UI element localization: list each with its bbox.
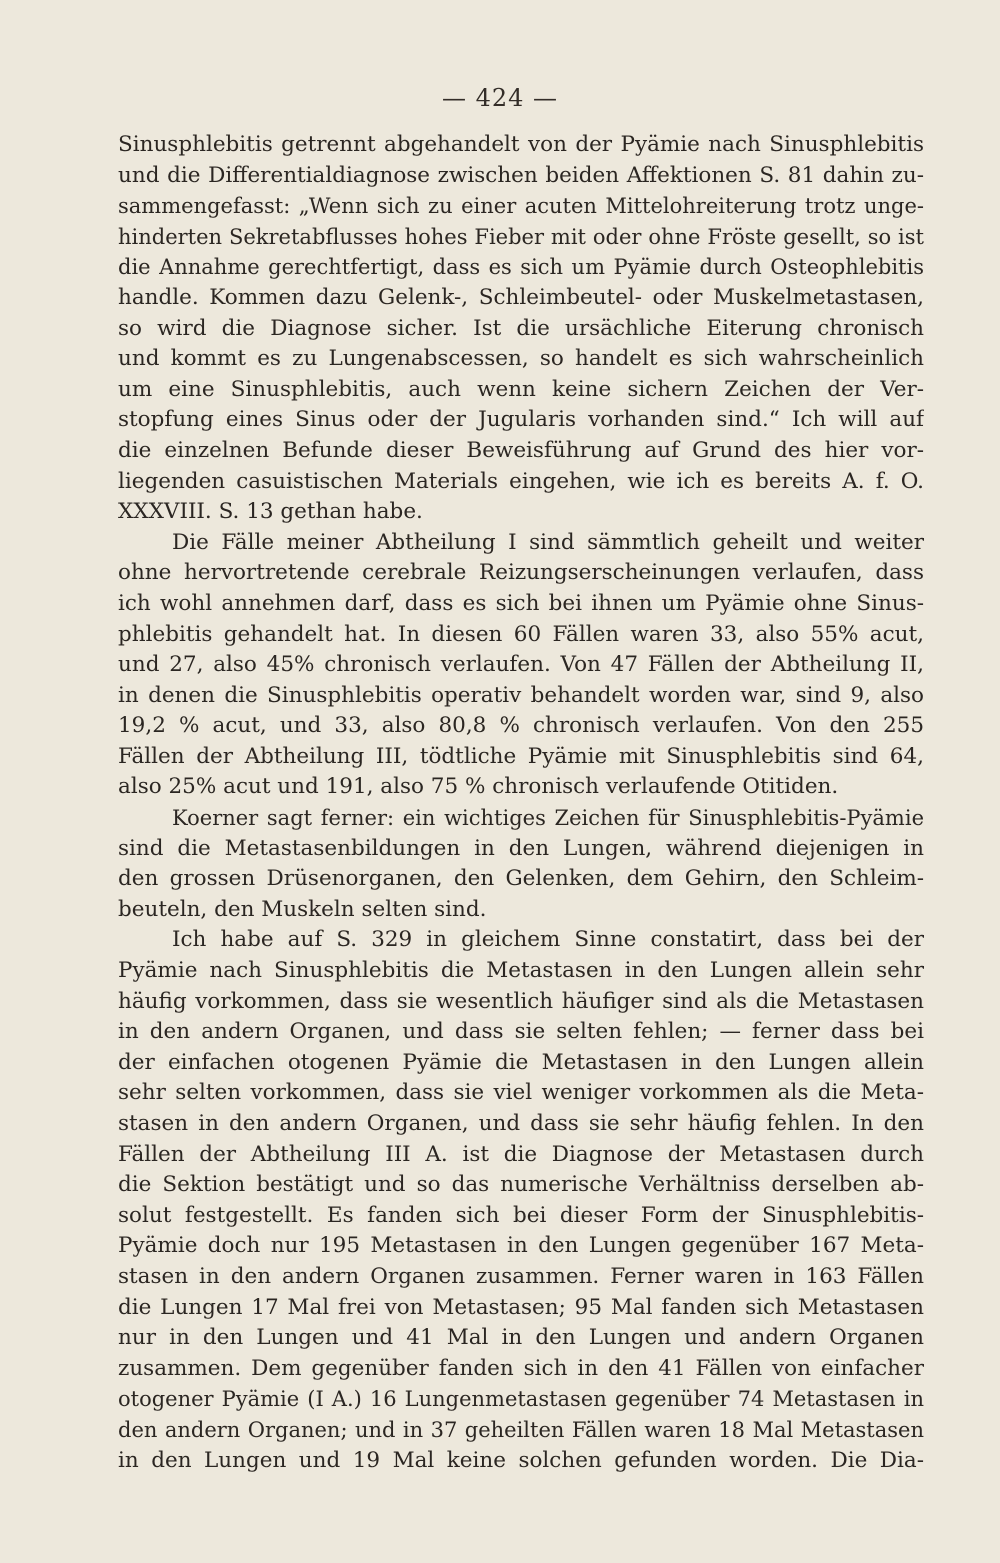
text-line: stasen in den andern Organen, und dass sie sehr häufig fehlen. In den xyxy=(118,1111,924,1136)
text-line: otogener Pyämie (I A.) 16 Lungenmetastasen gegenüber 74 Metastasen in xyxy=(118,1387,924,1412)
text-line: den andern Organen; und in 37 geheilten Fällen waren 18 Mal Metastasen xyxy=(118,1417,924,1442)
text-line: Pyämie doch nur 195 Metastasen in den Lungen gegenüber 167 Meta- xyxy=(118,1233,924,1259)
text-line: so wird die Diagnose sicher. Ist die ursächliche Eiterung chronisch xyxy=(118,315,924,341)
text-line: und die Differentialdiagnose zwischen beiden Affektionen S. 81 dahin zu- xyxy=(118,162,924,188)
text-line: Pyämie nach Sinusphlebitis die Metastasen in den Lungen allein sehr xyxy=(118,958,924,984)
text-line: Sinusphlebitis getrennt abgehandelt von der Pyämie nach Sinusphlebitis xyxy=(118,132,924,157)
text-line: sehr selten vorkommen, dass sie viel weniger vorkommen als die Meta- xyxy=(118,1080,924,1106)
text-line: die Lungen 17 Mal frei von Metastasen; 95 Mal fanden sich Metastasen xyxy=(118,1294,924,1320)
text-line: zusammen. Dem gegenüber fanden sich in den 41 Fällen von einfacher xyxy=(118,1355,924,1381)
text-line: Koerner sagt ferner: ein wichtiges Zeichen für Sinusphlebitis-Pyämie xyxy=(172,806,924,831)
text-line: die einzelnen Befunde dieser Beweisführung auf Grund des hier vor- xyxy=(118,437,924,463)
text-line: ohne hervortretende cerebrale Reizungserscheinungen verlaufen, dass xyxy=(118,560,924,586)
text-line: XXXVIII. S. 13 gethan habe. xyxy=(118,499,423,525)
text-line: um eine Sinusphlebitis, auch wenn keine sichern Zeichen der Ver- xyxy=(118,376,924,402)
text-line: Fällen der Abtheilung III A. ist die Diagnose der Metastasen durch xyxy=(118,1141,924,1167)
text-line: sammengefasst: „Wenn sich zu einer acuten Mittelohreiterung trotz unge- xyxy=(118,194,924,219)
text-line: in den andern Organen, und dass sie selten fehlen; — ferner dass bei xyxy=(118,1019,924,1045)
text-line: Ich habe auf S. 329 in gleichem Sinne constatirt, dass bei der xyxy=(172,927,924,953)
text-line: und kommt es zu Lungenabscessen, so handelt es sich wahrscheinlich xyxy=(118,346,924,372)
text-line: häufig vorkommen, dass sie wesentlich häufiger sind als die Metastasen xyxy=(118,988,924,1014)
text-line: sind die Metastasenbildungen in den Lungen, während diejenigen in xyxy=(118,835,924,861)
text-line: also 25% acut und 191, also 75 % chronisch verlaufende Otitiden. xyxy=(118,774,839,800)
text-line: Fällen der Abtheilung III, tödtliche Pyämie mit Sinusphlebitis sind 64, xyxy=(118,743,924,769)
text-line: stasen in den andern Organen zusammen. Ferner waren in 163 Fällen xyxy=(118,1263,924,1289)
page-number: — 424 — xyxy=(441,84,559,112)
text-line: hinderten Sekretabflusses hohes Fieber mit oder ohne Fröste gesellt, so ist xyxy=(118,224,924,249)
text-line: der einfachen otogenen Pyämie die Metastasen in den Lungen allein xyxy=(118,1049,924,1075)
text-line: in den Lungen und 19 Mal keine solchen gefunden worden. Die Dia- xyxy=(118,1447,924,1473)
text-line: 19,2 % acut, und 33, also 80,8 % chronisch verlaufen. Von den 255 xyxy=(118,713,924,739)
text-line: solut festgestellt. Es fanden sich bei dieser Form der Sinusphlebitis- xyxy=(118,1202,924,1228)
body-text xyxy=(118,130,924,1476)
text-line: handle. Kommen dazu Gelenk-, Schleimbeutel- oder Muskelmetastasen, xyxy=(118,284,924,310)
text-line: die Sektion bestätigt und so das numerische Verhältniss derselben ab- xyxy=(118,1172,924,1198)
text-line: beuteln, den Muskeln selten sind. xyxy=(118,896,487,922)
text-line: Die Fälle meiner Abtheilung I sind sämmtlich geheilt und weiter xyxy=(172,529,924,555)
text-line: in denen die Sinusphlebitis operativ behandelt worden war, sind 9, also xyxy=(118,682,924,708)
text-line: ich wohl annehmen darf, dass es sich bei ihnen um Pyämie ohne Sinus- xyxy=(118,590,924,616)
text-line: die Annahme gerechtfertigt, dass es sich um Pyämie durch Osteophlebitis xyxy=(118,255,924,280)
text-line: stopfung eines Sinus oder der Jugularis vorhanden sind.“ Ich will auf xyxy=(118,407,924,433)
text-line: den grossen Drüsenorganen, den Gelenken, dem Gehirn, den Schleim- xyxy=(118,866,924,892)
text-line: nur in den Lungen und 41 Mal in den Lungen und andern Organen xyxy=(118,1325,924,1351)
text-line: und 27, also 45% chronisch verlaufen. Von 47 Fällen der Abtheilung II, xyxy=(118,652,924,678)
text-line: liegenden casuistischen Materials eingehen, wie ich es bereits A. f. O. xyxy=(118,468,924,494)
text-line: phlebitis gehandelt hat. In diesen 60 Fällen waren 33, also 55% acut, xyxy=(118,621,924,647)
